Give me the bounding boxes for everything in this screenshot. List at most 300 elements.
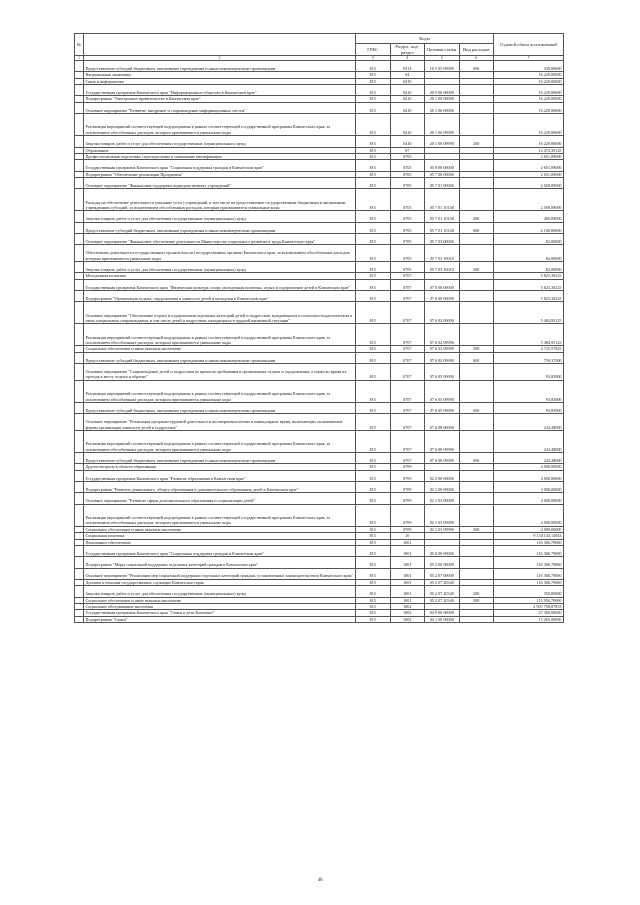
col-index: 1 xyxy=(75,56,84,61)
row-name: Социальная политика xyxy=(84,533,356,539)
table-row xyxy=(75,568,564,579)
row-expense-type: 200 xyxy=(459,261,494,272)
row-number xyxy=(75,290,84,301)
row-amount: 5 484,95125 xyxy=(494,324,564,346)
row-razdel: 0705 xyxy=(390,178,425,189)
row-razdel: 1001 xyxy=(390,539,425,545)
row-target-article: 07 6 02 09990 xyxy=(425,324,460,346)
row-target-article: 05 7 03 10010 xyxy=(425,245,460,262)
row-expense-type xyxy=(459,279,494,290)
row-name: Социальное обеспечение и иные выплаты населению xyxy=(84,597,356,603)
page-number: 46 xyxy=(317,878,323,883)
row-name: Закупка товаров, работ и услуг для обеспечения государственных (муниципальных) нужд xyxy=(84,136,356,147)
row-amount: 116 306,79000 xyxy=(494,568,564,579)
row-expense-type xyxy=(459,493,494,504)
col-header-razdel: Раздел, под-раздел xyxy=(390,44,425,56)
row-target-article: 20 1 06 09990 xyxy=(425,136,460,147)
row-number xyxy=(75,557,84,568)
col-header-vr: Вид расходов xyxy=(459,44,494,56)
row-number xyxy=(75,245,84,262)
row-number xyxy=(75,430,84,452)
row-amount: 244,48000 xyxy=(494,453,564,464)
row-expense-type xyxy=(459,178,494,189)
row-amount: 93,85000 xyxy=(494,402,564,413)
row-razdel: 1001 xyxy=(390,568,425,579)
row-number xyxy=(75,136,84,147)
row-number xyxy=(75,279,84,290)
row-grbs: 815 xyxy=(356,464,391,470)
row-amount: 2 651,09000 xyxy=(494,171,564,177)
row-name: Предоставление субсидий бюджетным, автономным учреждениям и иным некоммерческим организациям xyxy=(84,61,356,72)
row-target-article: 05 2 07 20340 xyxy=(425,579,460,585)
row-grbs: 815 xyxy=(356,557,391,568)
row-razdel: 0707 xyxy=(390,273,425,279)
row-target-article: 07 6 05 09990 xyxy=(425,380,460,402)
table-row xyxy=(75,234,564,245)
row-razdel: 0707 xyxy=(390,453,425,464)
row-razdel: 10 xyxy=(390,533,425,539)
table-row xyxy=(75,453,564,464)
row-name: Основное мероприятие "Сопровождение детей и подростков во время их пребывания в организациях отдыха и оздоровления, а также во время их проезда к месту отдыха и обратно" xyxy=(84,364,356,381)
row-name: Закупка товаров, работ и услуг для обеспечения государственных (муниципальных) нужд xyxy=(84,211,356,222)
row-name: Подпрограмма "Электронное правительство в Камчатском крае" xyxy=(84,96,356,102)
table-row xyxy=(75,402,564,413)
row-grbs: 815 xyxy=(356,78,391,84)
row-amount: 115 956,79000 xyxy=(494,597,564,603)
table-row xyxy=(75,504,564,526)
row-expense-type: 600 xyxy=(459,61,494,72)
table-row xyxy=(75,352,564,363)
row-amount: 5 823,30225 xyxy=(494,279,564,290)
row-name: Основное мероприятие "Развитие, внедрение и сопровождение информационных систем" xyxy=(84,102,356,113)
table-row xyxy=(75,482,564,493)
row-target-article: 05 2 07 20340 xyxy=(425,586,460,597)
row-razdel: 0705 xyxy=(390,211,425,222)
table-row xyxy=(75,178,564,189)
row-name: Пенсионное обеспечение xyxy=(84,539,356,545)
table-row xyxy=(75,85,564,96)
row-grbs: 815 xyxy=(356,324,391,346)
row-amount: 16 220,00000 xyxy=(494,96,564,102)
row-number xyxy=(75,568,84,579)
row-amount: 4 000,00000 xyxy=(494,470,564,481)
row-number xyxy=(75,222,84,233)
row-name: Предоставление субсидий бюджетным, автономным учреждениям и иным некоммерческим организациям xyxy=(84,453,356,464)
row-name: Предоставление субсидий бюджетным, автономным учреждениям и иным некоммерческим организациям xyxy=(84,402,356,413)
row-razdel: 0705 xyxy=(390,245,425,262)
row-target-article: 04 0 00 00000 xyxy=(425,610,460,616)
table-row xyxy=(75,102,564,113)
row-amount: 2 100,00000 xyxy=(494,222,564,233)
row-target-article: 04 1 00 00000 xyxy=(425,616,460,622)
table-row xyxy=(75,222,564,233)
row-name: Основное мероприятие "Реализация мер социальной поддержки отдельных категорий граждан, установленных законодательством Камчатского края" xyxy=(84,568,356,579)
row-expense-type xyxy=(459,160,494,171)
table-row xyxy=(75,189,564,211)
row-razdel: 1002 xyxy=(390,616,425,622)
col-index: 7 xyxy=(494,56,564,61)
row-razdel: 0707 xyxy=(390,414,425,431)
row-grbs: 815 xyxy=(356,526,391,532)
row-grbs: 815 xyxy=(356,189,391,211)
row-razdel: 0707 xyxy=(390,364,425,381)
row-target-article: 05 7 03 10010 xyxy=(425,261,460,272)
row-name: Основное мероприятие "Развитие сферы дополнительного образования и социализации детей" xyxy=(84,493,356,504)
row-target-article: 05 7 01 10140 xyxy=(425,189,460,211)
table-row xyxy=(75,557,564,568)
row-razdel: 0707 xyxy=(390,346,425,352)
row-amount: 16 220,00000 xyxy=(494,78,564,84)
row-grbs: 815 xyxy=(356,302,391,324)
row-amount: 9 134 143,14943 xyxy=(494,533,564,539)
row-grbs: 815 xyxy=(356,346,391,352)
row-razdel: 0705 xyxy=(390,189,425,211)
row-grbs: 815 xyxy=(356,453,391,464)
row-amount: 5 484,95125 xyxy=(494,302,564,324)
row-grbs: 815 xyxy=(356,290,391,301)
row-amount: 16 220,00000 xyxy=(494,102,564,113)
row-expense-type: 600 xyxy=(459,402,494,413)
row-target-article: 07 6 02 09990 xyxy=(425,352,460,363)
row-expense-type: 600 xyxy=(459,453,494,464)
row-razdel: 0705 xyxy=(390,222,425,233)
row-name: Реализация мероприятий соответствующей подпрограммы в рамках соответствующей государственной программы Камчатского края, за исключением обособленных расходов, которым присваиваются уникальные коды xyxy=(84,380,356,402)
col-index: 2 xyxy=(84,56,356,61)
row-name: Государственная программа Камчатского края "Информационное общество в Камчатском крае" xyxy=(84,85,356,96)
row-razdel: 0709 xyxy=(390,526,425,532)
row-number xyxy=(75,402,84,413)
row-number xyxy=(75,102,84,113)
row-amount: 93,85000 xyxy=(494,364,564,381)
row-razdel: 0709 xyxy=(390,504,425,526)
table-row xyxy=(75,290,564,301)
row-grbs: 815 xyxy=(356,222,391,233)
col-header-name xyxy=(84,34,356,56)
budget-table xyxy=(74,33,564,623)
row-number xyxy=(75,234,84,245)
row-name: Государственная программа Камчатского края "Развитие образования в Камчатском крае" xyxy=(84,470,356,481)
row-amount: 244,48000 xyxy=(494,430,564,452)
row-name: Профессиональная подготовка, переподготовка и повышение квалификации xyxy=(84,153,356,159)
row-expense-type xyxy=(459,568,494,579)
row-expense-type xyxy=(459,189,494,211)
row-name: Закупка товаров, работ и услуг для обеспечения государственных (муниципальных) нужд xyxy=(84,261,356,272)
row-razdel: 0709 xyxy=(390,470,425,481)
row-razdel: 0709 xyxy=(390,464,425,470)
table-row xyxy=(75,470,564,481)
table-row xyxy=(75,493,564,504)
row-number xyxy=(75,160,84,171)
row-expense-type xyxy=(459,245,494,262)
row-expense-type xyxy=(459,414,494,431)
row-amount: 759,37300 xyxy=(494,352,564,363)
row-amount: 469,09000 xyxy=(494,211,564,222)
row-target-article: 07 6 08 00000 xyxy=(425,414,460,431)
row-razdel: 0410 xyxy=(390,78,425,84)
row-amount: 116 306,79000 xyxy=(494,545,564,556)
col-index: 6 xyxy=(459,56,494,61)
row-name: Социальное обеспечение и иные выплаты населению xyxy=(84,346,356,352)
row-razdel: 0709 xyxy=(390,482,425,493)
row-razdel: 0709 xyxy=(390,493,425,504)
row-name: Реализация мероприятий соответствующей подпрограммы в рамках соответствующей государственной программы Камчатского края, за исключением обособленных расходов, которым присваиваются уникальные коды xyxy=(84,504,356,526)
row-name: Реализация мероприятий соответствующей подпрограммы в рамках соответствующей государственной программы Камчатского края, за исключением обособленных расходов, которым присваиваются уникальные коды xyxy=(84,430,356,452)
row-grbs: 815 xyxy=(356,533,391,539)
row-grbs: 815 xyxy=(356,539,391,545)
row-razdel: 0410 xyxy=(390,114,425,136)
row-grbs: 815 xyxy=(356,211,391,222)
row-amount: 4 000,00000 xyxy=(494,464,564,470)
row-number xyxy=(75,189,84,211)
table-row xyxy=(75,279,564,290)
row-grbs: 815 xyxy=(356,72,391,78)
row-number xyxy=(75,504,84,526)
table-row xyxy=(75,211,564,222)
row-number xyxy=(75,453,84,464)
row-name: Социальное обслуживание населения xyxy=(84,603,356,609)
row-target-article: 05 7 03 00000 xyxy=(425,234,460,245)
row-grbs: 815 xyxy=(356,579,391,585)
table-body xyxy=(75,61,564,623)
row-number xyxy=(75,211,84,222)
row-name: Реализация мероприятий соответствующей подпрограммы в рамках соответствующей государственной программы Камчатского края, за исключением обособленных расходов, которым присваиваются уникальные коды xyxy=(84,114,356,136)
row-razdel: 0410 xyxy=(390,96,425,102)
table-row xyxy=(75,136,564,147)
row-grbs: 815 xyxy=(356,153,391,159)
row-target-article: 07 6 02 00000 xyxy=(425,302,460,324)
row-number xyxy=(75,470,84,481)
row-name: Закупка товаров, работ и услуг для обеспечения государственных (муниципальных) нужд xyxy=(84,586,356,597)
row-amount: 116 306,79000 xyxy=(494,557,564,568)
row-amount: 330,00000 xyxy=(494,61,564,72)
row-amount: 2 569,09000 xyxy=(494,178,564,189)
table-row xyxy=(75,364,564,381)
row-name: Государственная программа Камчатского края "Физическая культура, спорт, молодежная политика, отдых и оздоровление детей в Камчатском крае" xyxy=(84,279,356,290)
row-number xyxy=(75,114,84,136)
row-razdel: 1002 xyxy=(390,610,425,616)
row-expense-type: 300 xyxy=(459,346,494,352)
row-grbs: 815 xyxy=(356,178,391,189)
row-grbs: 815 xyxy=(356,380,391,402)
row-target-article: 07 0 00 00000 xyxy=(425,279,460,290)
row-target-article: 07 6 00 00000 xyxy=(425,290,460,301)
row-razdel: 0707 xyxy=(390,352,425,363)
row-target-article: 07 6 08 09990 xyxy=(425,430,460,452)
row-name: Основное мероприятие "Обеспечение отдыха и оздоровления отдельных категорий детей и подростков, нуждающихся в психолого-педагогическом и ином специальном сопровождении, в том числе детей и подростков, находящихся в трудной жизненной ситуации" xyxy=(84,302,356,324)
row-grbs: 815 xyxy=(356,414,391,431)
row-amount: 82,00000 xyxy=(494,261,564,272)
budget-table-sheet xyxy=(74,33,564,623)
row-amount: 4 000,00000 xyxy=(494,526,564,532)
row-target-article: 05 7 01 00000 xyxy=(425,178,460,189)
row-name: Основное мероприятие "Финансовое обеспечение деятельности Министерства социального развития и труда Камчатского края" xyxy=(84,234,356,245)
row-number xyxy=(75,261,84,272)
row-name: Государственная программа Камчатского края "Социальная поддержка граждан в Камчатском крае" xyxy=(84,160,356,171)
row-name: Подпрограмма "Обеспечение реализации Программы" xyxy=(84,171,356,177)
row-amount: 16 220,00000 xyxy=(494,114,564,136)
row-razdel: 0410 xyxy=(390,85,425,96)
row-grbs: 815 xyxy=(356,482,391,493)
row-name: Доплаты к пенсиям государственных служащих Камчатского края xyxy=(84,579,356,585)
table-row xyxy=(75,114,564,136)
row-target-article: 20 0 00 00000 xyxy=(425,85,460,96)
row-grbs: 815 xyxy=(356,171,391,177)
row-amount: 5 823,30225 xyxy=(494,273,564,279)
row-name: Другие вопросы в области образования xyxy=(84,464,356,470)
table-row xyxy=(75,380,564,402)
row-amount: 4 000,00000 xyxy=(494,493,564,504)
row-expense-type xyxy=(459,482,494,493)
table-row xyxy=(75,430,564,452)
row-amount: 12 474,39125 xyxy=(494,147,564,153)
row-number xyxy=(75,364,84,381)
row-expense-type: 200 xyxy=(459,136,494,147)
row-target-article: 07 6 05 09990 xyxy=(425,402,460,413)
row-number xyxy=(75,482,84,493)
row-expense-type: 300 xyxy=(459,597,494,603)
col-header-sum: Годовой объем ассигнований xyxy=(494,34,564,56)
row-razdel: 0705 xyxy=(390,160,425,171)
row-number xyxy=(75,586,84,597)
row-amount: 27 380,00000 xyxy=(494,610,564,616)
row-number xyxy=(75,493,84,504)
col-header-codes: Коды xyxy=(356,34,494,44)
row-target-article: 02 1 00 00000 xyxy=(425,482,460,493)
row-amount: 244,48000 xyxy=(494,414,564,431)
row-amount: 16 220,00000 xyxy=(494,85,564,96)
row-target-article: 02 1 03 00000 xyxy=(425,493,460,504)
row-number xyxy=(75,352,84,363)
row-grbs: 815 xyxy=(356,603,391,609)
row-name: Подпрограмма "Развитие дошкольного, общего образования и дополнительного образования детей в Камчатском крае" xyxy=(84,482,356,493)
row-expense-type: 600 xyxy=(459,352,494,363)
row-razdel: 0705 xyxy=(390,153,425,159)
row-expense-type xyxy=(459,290,494,301)
row-amount: 116 306,79000 xyxy=(494,539,564,545)
row-grbs: 815 xyxy=(356,610,391,616)
row-expense-type xyxy=(459,324,494,346)
row-target-article: 05 0 00 00000 xyxy=(425,545,460,556)
row-target-article: 02 1 03 09990 xyxy=(425,504,460,526)
row-grbs: 815 xyxy=(356,364,391,381)
row-number xyxy=(75,616,84,622)
row-target-article: 02 1 03 09990 xyxy=(425,526,460,532)
row-grbs: 815 xyxy=(356,96,391,102)
row-expense-type xyxy=(459,234,494,245)
row-grbs: 815 xyxy=(356,160,391,171)
row-grbs: 815 xyxy=(356,402,391,413)
row-razdel: 0707 xyxy=(390,324,425,346)
col-index: 3 xyxy=(356,56,391,61)
row-name: Образование xyxy=(84,147,356,153)
row-target-article: 02 0 00 00000 xyxy=(425,470,460,481)
row-target-article: 05 7 00 00000 xyxy=(425,171,460,177)
row-razdel: 04 xyxy=(390,72,425,78)
row-name: Подпрограмма "Организация отдыха, оздоровления и занятости детей и молодежи в Камчатском крае" xyxy=(84,290,356,301)
row-amount: 93,85000 xyxy=(494,380,564,402)
col-header-cs: Целевая статья xyxy=(425,44,460,56)
row-grbs: 815 xyxy=(356,597,391,603)
row-razdel: 0707 xyxy=(390,302,425,324)
row-amount: 4 000,00000 xyxy=(494,482,564,493)
row-grbs: 815 xyxy=(356,273,391,279)
row-expense-type xyxy=(459,85,494,96)
row-amount: 4 725,57825 xyxy=(494,346,564,352)
row-name: Обеспечение деятельности государственных органов власти (государственных органов) Камчатского края, за исключением обособленных расходов, которым присваиваются уникальные коды xyxy=(84,245,356,262)
row-razdel: 0410 xyxy=(390,136,425,147)
row-expense-type: 300 xyxy=(459,526,494,532)
row-razdel: 1001 xyxy=(390,557,425,568)
row-name: Основное мероприятие "Финансовая поддержка подведомственных учреждений" xyxy=(84,178,356,189)
row-grbs: 815 xyxy=(356,85,391,96)
row-name: Основное мероприятие "Реализация программ трудовой деятельности несовершеннолетних в каникулярное время, включающих оплачиваемые формы организации занятости детей и подростков" xyxy=(84,414,356,431)
row-expense-type xyxy=(459,557,494,568)
row-target-article: 20 1 06 09990 xyxy=(425,114,460,136)
row-target-article: 20 1 00 00000 xyxy=(425,96,460,102)
row-razdel: 1001 xyxy=(390,597,425,603)
row-grbs: 815 xyxy=(356,234,391,245)
table-row xyxy=(75,261,564,272)
row-target-article: 05 2 07 20340 xyxy=(425,597,460,603)
row-target-article: 05 0 00 00000 xyxy=(425,160,460,171)
row-grbs: 815 xyxy=(356,261,391,272)
row-name: Реализация мероприятий соответствующей подпрограммы в рамках соответствующей государственной программы Камчатского края, за исключением обособленных расходов, которым присваиваются уникальные коды xyxy=(84,324,356,346)
row-amount: 2 907 758,87853 xyxy=(494,603,564,609)
row-razdel: 1001 xyxy=(390,545,425,556)
col-index: 4 xyxy=(390,56,425,61)
row-expense-type xyxy=(459,302,494,324)
row-grbs: 815 xyxy=(356,493,391,504)
row-amount: 16 220,00000 xyxy=(494,136,564,147)
row-grbs: 815 xyxy=(356,616,391,622)
row-grbs: 815 xyxy=(356,61,391,72)
row-amount: 82,00000 xyxy=(494,234,564,245)
row-amount: 350,00000 xyxy=(494,586,564,597)
row-name: Государственная программа Камчатского края "Социальная поддержка граждан в Камчатском крае" xyxy=(84,545,356,556)
row-razdel: 0707 xyxy=(390,279,425,290)
row-razdel: 0705 xyxy=(390,234,425,245)
row-name: Расходы на обеспечение деятельности (оказание услуг) учреждений, в том числе на предоставление государственным бюджетным и автономным учреждениям субсидий, за исключением обособленных расходов, которым присваиваются уникальные коды xyxy=(84,189,356,211)
table-row xyxy=(75,160,564,171)
row-target-article: 05 2 07 00000 xyxy=(425,568,460,579)
row-target-article: 05 2 00 00000 xyxy=(425,557,460,568)
row-amount: 82,00000 xyxy=(494,245,564,262)
row-expense-type: 200 xyxy=(459,211,494,222)
row-grbs: 815 xyxy=(356,430,391,452)
row-grbs: 815 xyxy=(356,147,391,153)
row-amount: 116 306,79000 xyxy=(494,579,564,585)
row-razdel: 0707 xyxy=(390,402,425,413)
row-razdel: 0314 xyxy=(390,61,425,72)
row-number xyxy=(75,302,84,324)
row-expense-type xyxy=(459,364,494,381)
row-grbs: 815 xyxy=(356,245,391,262)
row-name: Подпрограмма "Семья" xyxy=(84,616,356,622)
row-name: Предоставление субсидий бюджетным, автономным учреждениям и иным некоммерческим организациям xyxy=(84,352,356,363)
row-amount: 15 265,00000 xyxy=(494,616,564,622)
table-row xyxy=(75,324,564,346)
table-row xyxy=(75,245,564,262)
row-target-article: 07 6 08 09990 xyxy=(425,453,460,464)
row-amount: 4 000,00000 xyxy=(494,504,564,526)
row-razdel: 1002 xyxy=(390,603,425,609)
row-target-article: 20 1 06 00000 xyxy=(425,102,460,113)
row-grbs: 815 xyxy=(356,114,391,136)
row-razdel: 1001 xyxy=(390,579,425,585)
row-expense-type xyxy=(459,102,494,113)
row-razdel: 0707 xyxy=(390,430,425,452)
row-grbs: 815 xyxy=(356,504,391,526)
